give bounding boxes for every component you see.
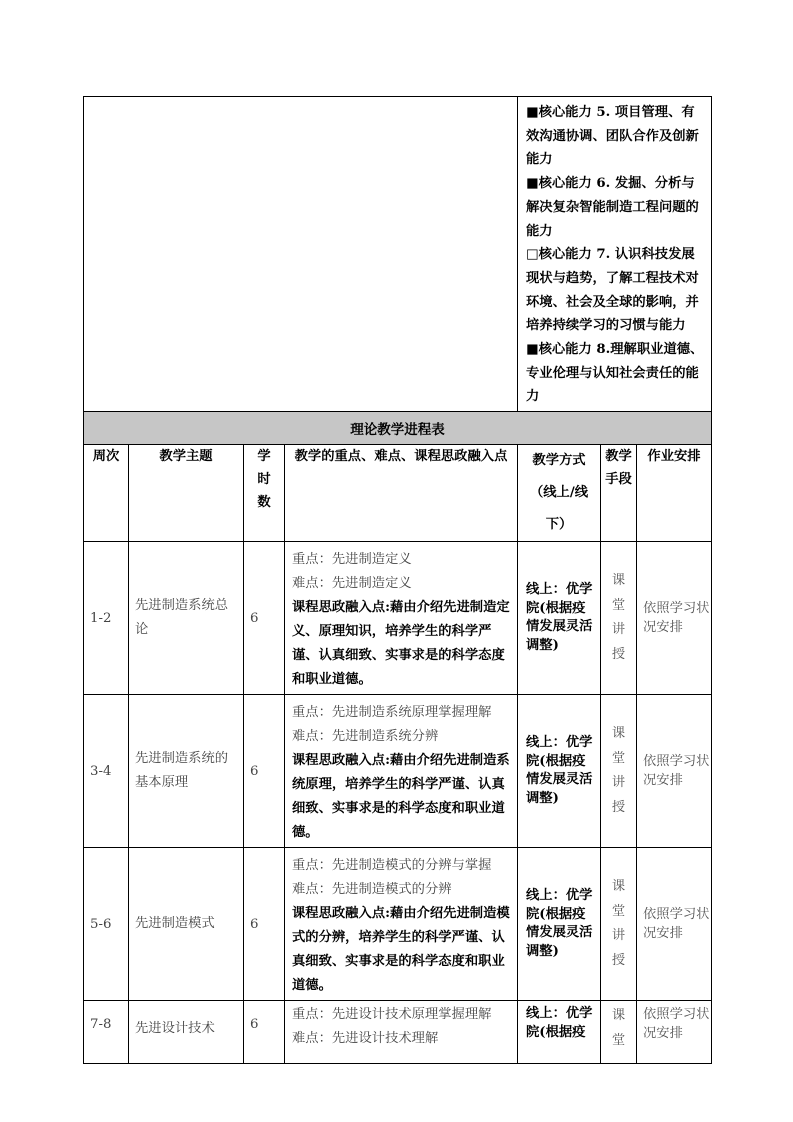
week-cell: 5-6: [84, 848, 129, 1001]
means-cell: [601, 695, 637, 848]
ideology-point: 课程思政融入点:藉由介绍先进制造定义、原理知识，培养学生的科学严谨、认真细致、实事求是的科学态度和职业道德。: [292, 600, 510, 688]
key-point: 重点：先进制造模式的分辨与掌握: [292, 858, 492, 874]
mode-cell: 线上：优学院(根据疫情发展灵活调整): [518, 848, 601, 1001]
week-cell: 1-2: [84, 542, 129, 695]
points-cell: [285, 695, 518, 848]
difficulty-point: 难点：先进设计技术理解: [292, 1031, 439, 1047]
ability-7: □核心能力 7. 认识科技发展现状与趋势，了解工程技术对环境、社会及全球的影响，并培养持续学习的习惯与能力: [526, 247, 699, 334]
ability-8: ■核心能力 8.理解职业道德、专业伦理与认知社会责任的能力: [526, 342, 704, 405]
means-cell: [601, 848, 637, 1001]
ideology-point: 课程思政融入点:藉由介绍先进制造模式的分辨，培养学生的科学严谨、认真细致、实事求是的科学态度和职业道德。: [292, 906, 510, 994]
ability-6: ■核心能力 6. 发掘、分析与解决复杂智能制造工程问题的能力: [526, 176, 699, 239]
blank-cell: [84, 97, 518, 412]
header-means: 教学手段: [601, 445, 637, 542]
means-char: 堂: [611, 750, 626, 766]
table-row: [84, 848, 712, 1001]
ability-5: ■核心能力 5. 项目管理、有效沟通协调、团队合作及创新能力: [526, 105, 699, 168]
difficulty-point: 难点：先进制造模式的分辨: [292, 882, 452, 898]
hours-cell: 6: [244, 1001, 285, 1064]
key-point: 重点：先进设计技术原理掌握理解: [292, 1007, 492, 1023]
means-char: 授: [611, 952, 626, 968]
section-title-row: [84, 412, 712, 445]
points-cell: [285, 542, 518, 695]
means-char: 授: [611, 646, 626, 662]
header-week: 周次: [84, 445, 129, 542]
means-cell: [601, 542, 637, 695]
header-mode: 教学方式（线上/线下）: [518, 445, 601, 542]
syllabus-table: [83, 96, 712, 1064]
means-char: 课: [611, 726, 626, 742]
header-homework: 作业安排: [637, 445, 712, 542]
mode-cell: 线上：优学院(根据疫情发展灵活调整): [518, 695, 601, 848]
means-char: 讲: [611, 775, 626, 791]
means-char: 课: [611, 573, 626, 589]
topic-cell: 先进制造系统的基本原理: [129, 695, 244, 848]
abilities-row: [84, 97, 712, 412]
homework-cell: 依照学习状况安排: [637, 695, 712, 848]
week-cell: 7-8: [84, 1001, 129, 1064]
table-row: [84, 1001, 712, 1064]
key-point: 重点：先进制造定义: [292, 552, 412, 568]
hours-cell: 6: [244, 695, 285, 848]
section-title: 理论教学进程表: [84, 412, 712, 445]
topic-cell: 先进设计技术: [129, 1001, 244, 1064]
hours-cell: 6: [244, 542, 285, 695]
means-char: 讲: [611, 928, 626, 944]
means-char: 讲: [611, 622, 626, 638]
means-char: 课: [611, 1008, 626, 1024]
header-points: 教学的重点、难点、课程思政融入点: [285, 445, 518, 542]
means-char: 课: [611, 879, 626, 895]
difficulty-point: 难点：先进制造系统分辨: [292, 729, 439, 745]
table-row: [84, 695, 712, 848]
core-abilities-cell: [518, 97, 712, 412]
ideology-point: 课程思政融入点:藉由介绍先进制造系统原理，培养学生的科学严谨、认真细致、实事求是的科学态度和职业道德。: [292, 753, 510, 841]
means-char: 授: [611, 799, 626, 815]
homework-cell: 依照学习状况安排: [637, 848, 712, 1001]
means-cell: [601, 1001, 637, 1064]
means-char: 堂: [611, 903, 626, 919]
means-char: 堂: [611, 597, 626, 613]
topic-cell: 先进制造系统总论: [129, 542, 244, 695]
table-row: [84, 542, 712, 695]
points-cell: [285, 1001, 518, 1064]
difficulty-point: 难点：先进制造定义: [292, 576, 412, 592]
key-point: 重点：先进制造系统原理掌握理解: [292, 705, 492, 721]
header-hours: 学时数: [244, 445, 285, 542]
homework-cell: 依照学习状况安排: [637, 1001, 712, 1064]
mode-cell: 线上：优学院(根据疫情发展灵活调整): [518, 542, 601, 695]
header-topic: 教学主题: [129, 445, 244, 542]
means-char: 堂: [611, 1032, 626, 1048]
header-row: [84, 445, 712, 542]
mode-cell: 线上：优学院(根据疫: [518, 1001, 601, 1064]
points-cell: [285, 848, 518, 1001]
week-cell: 3-4: [84, 695, 129, 848]
topic-cell: 先进制造模式: [129, 848, 244, 1001]
homework-cell: 依照学习状况安排: [637, 542, 712, 695]
hours-cell: 6: [244, 848, 285, 1001]
